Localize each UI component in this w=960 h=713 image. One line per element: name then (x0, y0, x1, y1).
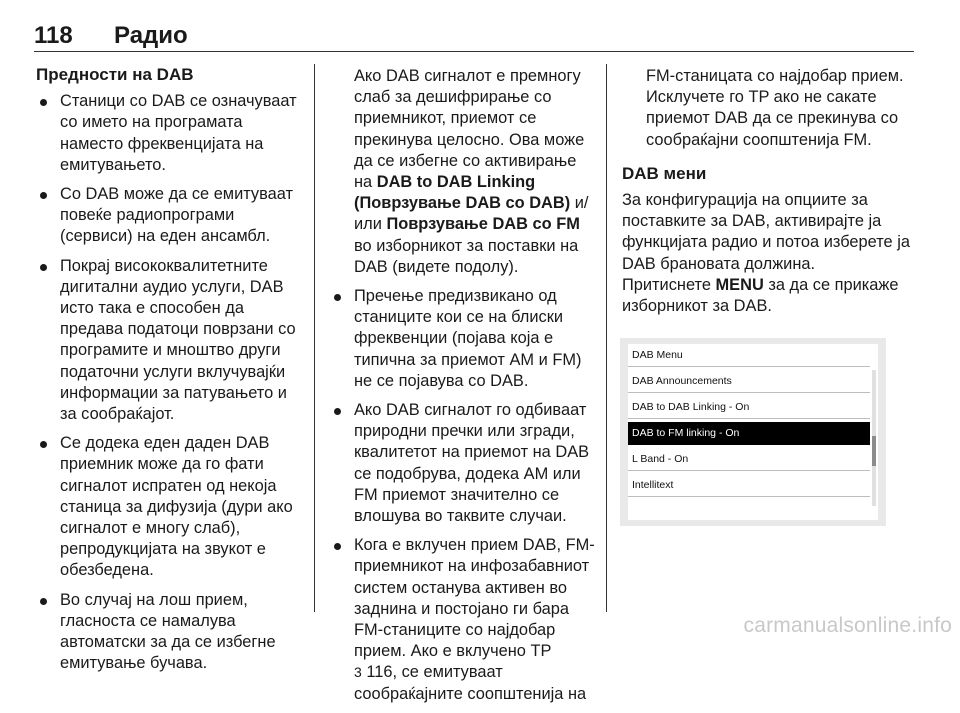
column-2 (330, 66, 598, 713)
page-reference-text: 116, се емитуваат сообраќајните соопштенија на (354, 663, 587, 703)
text: Притиснете (622, 275, 716, 294)
column-3 (622, 66, 916, 317)
menu-item-dab-to-dab-linking[interactable]: DAB to DAB Linking - On (628, 396, 870, 419)
advantages-list-continued (330, 286, 598, 705)
menu-button-label: MENU (715, 275, 764, 294)
page-reference-arrow-icon: 3 (354, 664, 362, 681)
menu-item-l-band[interactable]: L Band - On (628, 448, 870, 471)
menu-item-intellitext[interactable]: Intellitext (628, 474, 870, 497)
text: за да се прикаже изборникот за DAB. (622, 275, 899, 316)
advantages-list (36, 91, 306, 674)
paragraph (622, 275, 916, 317)
header-divider (34, 51, 914, 52)
list-item: Со DAB може да се емитуваат повеќе радиопрограми (сервиси) на еден ансамбл. (36, 184, 306, 248)
chapter-title: Радио (114, 22, 188, 49)
dab-menu-panel (628, 344, 878, 520)
watermark: carmanualsonline.info (743, 614, 952, 637)
column-divider-1 (314, 64, 315, 612)
text: Ако DAB сигналот е премногу слаб за дешифрирање со приемникот, приемот се прекинува целосно. Ова може да се избегне со активирање на (354, 67, 585, 192)
section-title-dab-menu: DAB мени (622, 163, 707, 183)
section-title-dab-advantages: Предности на DAB (36, 65, 194, 84)
setting-dab-to-fm-linking: Поврзување DAB со FM (386, 215, 580, 234)
text: во изборникот за поставки на DAB (видете подолу). (354, 236, 579, 276)
menu-item-dab-to-fm-linking[interactable]: DAB to FM linking - On (628, 422, 870, 445)
list-item-continuation: FM-станицата со најдобар прием. Исклучете го TP ако не сакате приемот DAB да се прекинува со сообраќајни соопштенија FM. (646, 67, 904, 149)
text: и/или (354, 194, 589, 234)
menu-title: DAB Menu (628, 344, 870, 367)
menu-scrollbar-thumb[interactable] (872, 436, 876, 466)
paragraph: За конфигурација на опциите за поставките за DAB, активирајте ја функцијата радио и потоа изберете ја DAB брановата должина. (622, 191, 910, 273)
page-number: 118 (34, 22, 73, 49)
list-item: Ако DAB сигналот го одбиваат природни пречки или згради, квалитетот на приемот на DAB се подобрува, додека AM или FM приемот значително се влошува во таквите случаи. (330, 400, 598, 527)
setting-dab-to-dab-linking: DAB to DAB Linking (Поврзување DAB со DAB) (354, 173, 571, 213)
list-item: Се додека еден даден DAB приемник може да го фати сигналот испратен од некоја станица за дифузија (дури ако сигналот е многу слаб), репродукцијата на звукот е обезбедена. (36, 433, 306, 581)
list-item: Станици со DAB се означуваат со името на програмата наместо фреквенцијата на емитувањето. (36, 91, 306, 176)
column-1 (36, 64, 306, 682)
list-item: Покрај висококвалитетните дигитални аудио услуги, DAB исто така е способен да предава податоци поврзани со програмите и мноштво други податочни услуги вклучувајќи информации за патувањето и за сообраќајот. (36, 256, 306, 426)
list-item: Пречење предизвикано од станиците кои се на блиски фреквенции (појава која е типична за приемот AM и FM) не се појавува со DAB. (330, 286, 598, 392)
menu-scrollbar[interactable] (872, 370, 876, 506)
list-item-continuation (330, 66, 598, 278)
list-item: Во случај на лош прием, гласноста се намалува автоматски за да се избегне емитување бучава. (36, 590, 306, 675)
dab-menu-screenshot (620, 338, 886, 526)
menu-item-dab-announcements[interactable]: DAB Announcements (628, 370, 870, 393)
text: Кога е вклучен прием DAB, FM-приемникот на инфозабавниот систем останува активен во заднина и постојано ги бара FM-станиците со најдобар прием. Ако е вклучено TP (354, 536, 595, 661)
page-header (34, 22, 914, 50)
column-divider-2 (606, 64, 607, 612)
list-item (330, 535, 598, 705)
